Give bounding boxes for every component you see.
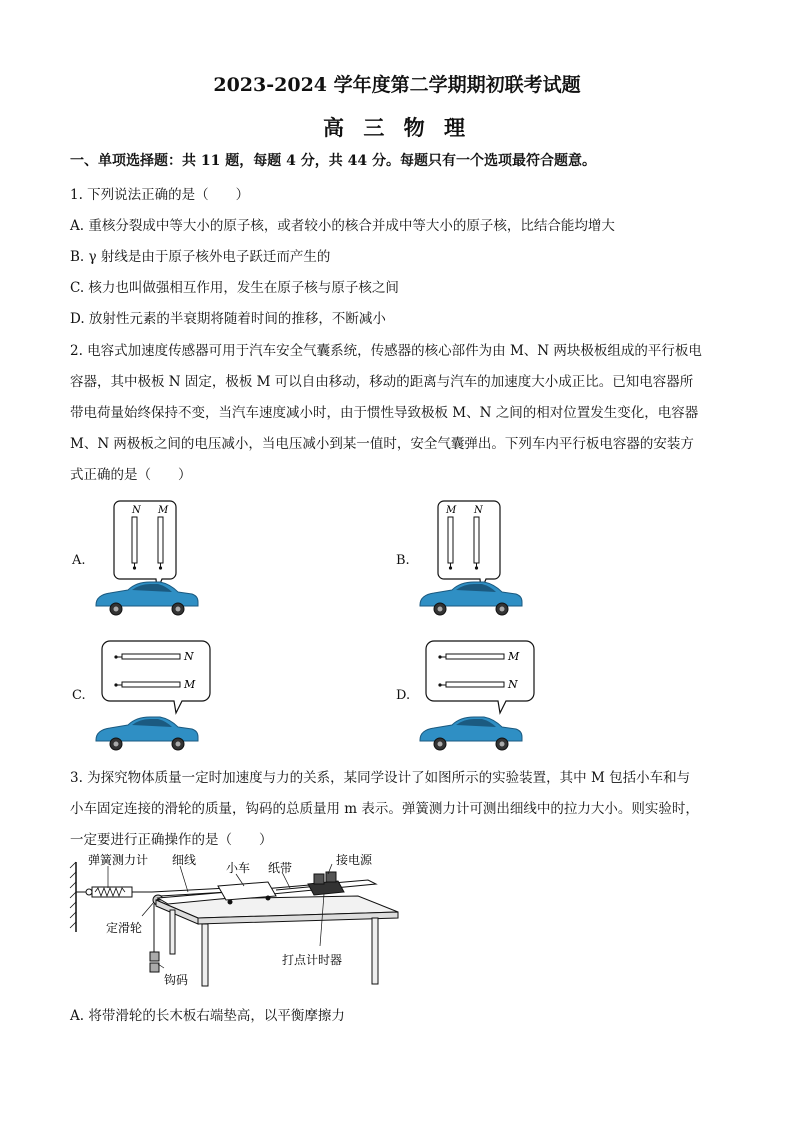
q1-option-b: B. γ 射线是由于原子核外电子跃迁而产生的 [70, 249, 331, 265]
q2-option-a-figure [92, 497, 202, 619]
car-icon [96, 582, 198, 615]
car-icon [420, 582, 522, 615]
label-spring-scale: 弹簧测力计 [88, 853, 149, 867]
label-tape: 纸带 [268, 861, 293, 875]
plate-label-right: N [474, 505, 483, 516]
label-timer: 打点计时器 [282, 953, 343, 967]
q2-option-b-label: B. [396, 553, 410, 568]
q2-option-c-label: C. [72, 688, 86, 703]
q1-option-a: A. 重核分裂成中等大小的原子核，或者较小的核合并成中等大小的原子核，比结合能均增大 [70, 218, 615, 234]
weights-icon [150, 952, 159, 972]
q2-line-5: 式正确的是（ ） [70, 467, 192, 483]
q2-line-2: 容器，其中极板 N 固定，极板 M 可以自由移动，移动的距离与汽车的加速度大小成正比。已知电容器所 [70, 374, 694, 390]
q2-line-4: M、N 两极板之间的电压减小，当电压减小到某一值时，安全气囊弹出。下列车内平行板电容器的安装方 [70, 436, 694, 452]
label-cart: 小车 [226, 861, 251, 875]
plate-label-bottom: N [508, 678, 518, 691]
q3-apparatus-figure [68, 852, 408, 992]
q2-option-d-label: D. [396, 688, 411, 703]
q2-line-3: 带电荷量始终保持不变，当汽车速度减小时，由于惯性导致极板 M、N 之间的相对位置发生变化，电容器 [70, 405, 699, 421]
label-pulley: 定滑轮 [106, 921, 143, 935]
q1-option-c: C. 核力也叫做强相互作用，发生在原子核与原子核之间 [70, 280, 399, 296]
plate-label-top: M [508, 650, 520, 663]
section-heading: 一、单项选择题：共 11 题，每题 4 分，共 44 分。每题只有一个选项最符合题意。 [70, 153, 596, 169]
q3-line-3: 一定要进行正确操作的是（ ） [70, 832, 273, 848]
q3-line-1: 3. 为探究物体质量一定时加速度与力的关系，某同学设计了如图所示的实验装置，其中 M 包括小车和与 [70, 770, 691, 786]
plate-label-left: N [132, 505, 141, 516]
plate-label-top: N [184, 650, 194, 663]
subject-title: 高 三 物 理 [323, 115, 471, 140]
timer-icon [308, 872, 344, 895]
q1-stem: 1. 下列说法正确的是（ ） [70, 187, 250, 203]
exam-title: 2023-2024 学年度第二学期期初联考试题 [213, 74, 581, 96]
car-icon [420, 717, 522, 750]
q3-line-2: 小车固定连接的滑轮的质量，钩码的总质量用 m 表示。弹簧测力计可测出细线中的拉力大小。则实验时， [70, 801, 699, 817]
q2-option-a-label: A. [72, 553, 86, 568]
q2-line-1: 2. 电容式加速度传感器可用于汽车安全气囊系统，传感器的核心部件为由 M、N 两块极板组成的平行板电 [70, 343, 702, 359]
car-icon [96, 717, 198, 750]
plate-label-bottom: M [184, 678, 196, 691]
q3-option-a: A. 将带滑轮的长木板右端垫高，以平衡摩擦力 [70, 1008, 345, 1024]
q2-option-c-figure [92, 638, 218, 752]
q2-option-d-figure [416, 638, 542, 752]
plate-label-left: M [446, 505, 457, 516]
label-weights: 钩码 [164, 973, 189, 987]
spring-scale-icon [76, 887, 152, 897]
label-power: 接电源 [336, 853, 373, 867]
q1-option-d: D. 放射性元素的半衰期将随着时间的推移，不断减小 [70, 311, 386, 327]
plate-label-right: M [158, 505, 169, 516]
q2-option-b-figure [416, 497, 526, 619]
label-string: 细线 [172, 853, 197, 867]
